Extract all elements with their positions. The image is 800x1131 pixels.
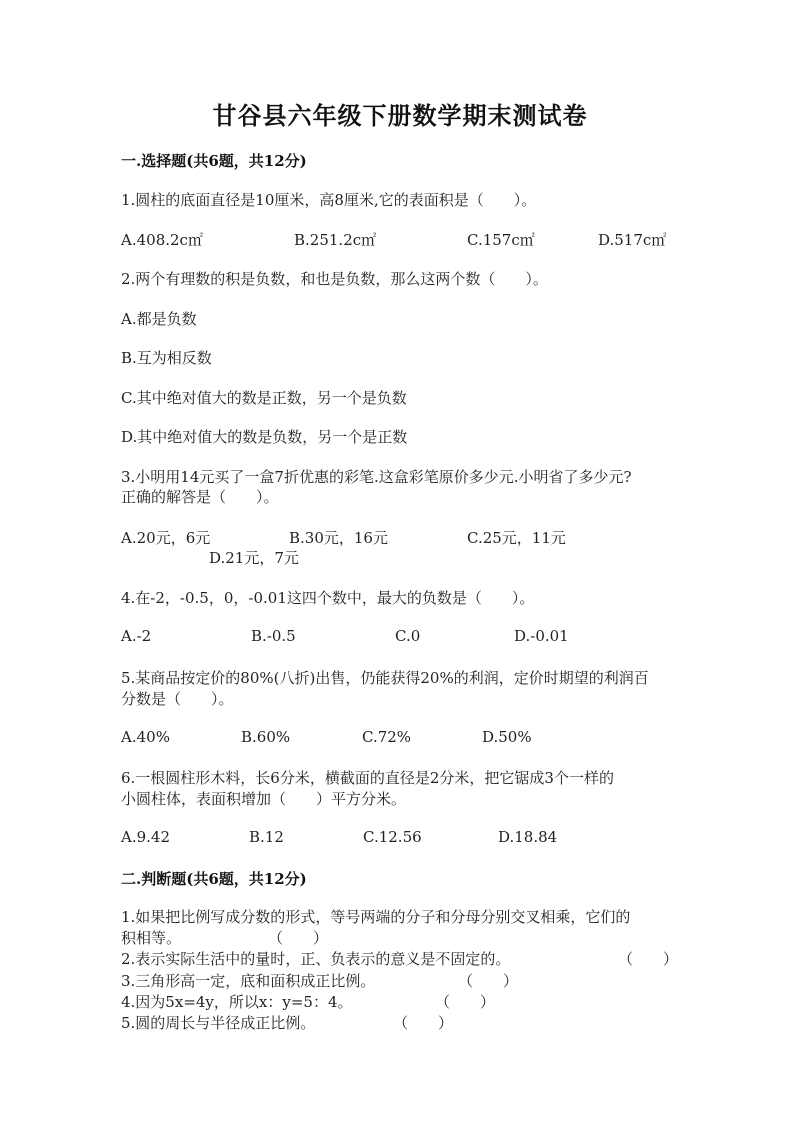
tf-item-5-stem: 5.圆的周长与半径成正比例。	[121, 1014, 316, 1032]
page-title: 甘谷县六年级下册数学期末测试卷	[212, 101, 588, 130]
question-6-stem: 6.一根圆柱形木料，长6分米，横截面的直径是2分米，把它锯成3个一样的	[121, 769, 614, 787]
question-1-stem: 1.圆柱的底面直径是10厘米，高8厘米,它的表面积是（ ）。	[121, 191, 537, 209]
tf-item-2-answer-blank[interactable]: （ ）	[618, 950, 679, 968]
question-3-option-a: A.20元，6元	[121, 529, 211, 547]
question-2-stem: 2.两个有理数的积是负数，和也是负数，那么这两个数（ ）。	[121, 270, 548, 288]
section-heading-true-false: 二.判断题(共6题，共12分)	[121, 870, 307, 888]
question-4-stem: 4.在-2，-0.5，0，-0.01这四个数中，最大的负数是（ ）。	[121, 589, 535, 607]
tf-item-1-answer-blank[interactable]: （ ）	[268, 929, 329, 947]
tf-item-3-answer-blank[interactable]: （ ）	[458, 972, 519, 990]
question-1-option-b: B.251.2c㎡	[294, 231, 377, 249]
question-5-option-a: A.40%	[121, 728, 170, 746]
question-1-option-c: C.157c㎡	[467, 231, 535, 249]
question-6-option-d: D.18.84	[498, 828, 558, 846]
question-6-option-b: B.12	[249, 828, 284, 846]
question-5-stem-cont: 分数是（ ）。	[121, 690, 234, 708]
question-4-option-d: D.-0.01	[514, 627, 569, 645]
question-3-stem: 3.小明用14元买了一盒7折优惠的彩笔.这盒彩笔原价多少元.小明省了多少元?	[121, 468, 632, 486]
question-6-stem-cont: 小圆柱体，表面积增加（ ）平方分米。	[121, 790, 407, 808]
question-6-option-a: A.9.42	[121, 828, 170, 846]
question-3-option-d: D.21元，7元	[209, 549, 299, 567]
question-3-option-c: C.25元，11元	[467, 529, 566, 547]
question-4-option-a: A.-2	[121, 627, 152, 645]
tf-item-1-stem-cont: 积相等。	[121, 929, 182, 947]
tf-item-4-stem: 4.因为5x=4y，所以x：y=5：4。	[121, 993, 353, 1011]
tf-item-5-answer-blank[interactable]: （ ）	[393, 1014, 454, 1032]
question-5-stem: 5.某商品按定价的80%(八折)出售，仍能获得20%的利润，定价时期望的利润百	[121, 669, 649, 687]
question-5-option-d: D.50%	[482, 728, 532, 746]
tf-item-1-stem: 1.如果把比例写成分数的形式，等号两端的分子和分母分别交叉相乘，它们的	[121, 908, 631, 926]
question-2-option-c: C.其中绝对值大的数是正数，另一个是负数	[121, 389, 407, 407]
question-3-stem-cont: 正确的解答是（ ）。	[121, 488, 279, 506]
tf-item-4-answer-blank[interactable]: （ ）	[435, 993, 496, 1011]
question-2-option-d: D.其中绝对值大的数是负数，另一个是正数	[121, 428, 408, 446]
question-6-option-c: C.12.56	[363, 828, 422, 846]
tf-item-2-stem: 2.表示实际生活中的量时，正、负表示的意义是不固定的。	[121, 950, 511, 968]
section-heading-choice: 一.选择题(共6题，共12分)	[121, 152, 307, 170]
question-4-option-b: B.-0.5	[251, 627, 296, 645]
question-1-option-a: A.408.2c㎡	[121, 231, 203, 249]
tf-item-3-stem: 3.三角形高一定，底和面积成正比例。	[121, 972, 376, 990]
question-5-option-b: B.60%	[241, 728, 291, 746]
question-3-option-b: B.30元，16元	[289, 529, 388, 547]
question-4-option-c: C.0	[395, 627, 421, 645]
question-5-option-c: C.72%	[362, 728, 412, 746]
question-2-option-b: B.互为相反数	[121, 349, 212, 367]
question-2-option-a: A.都是负数	[121, 310, 197, 328]
question-1-option-d: D.517c㎡	[598, 231, 667, 249]
